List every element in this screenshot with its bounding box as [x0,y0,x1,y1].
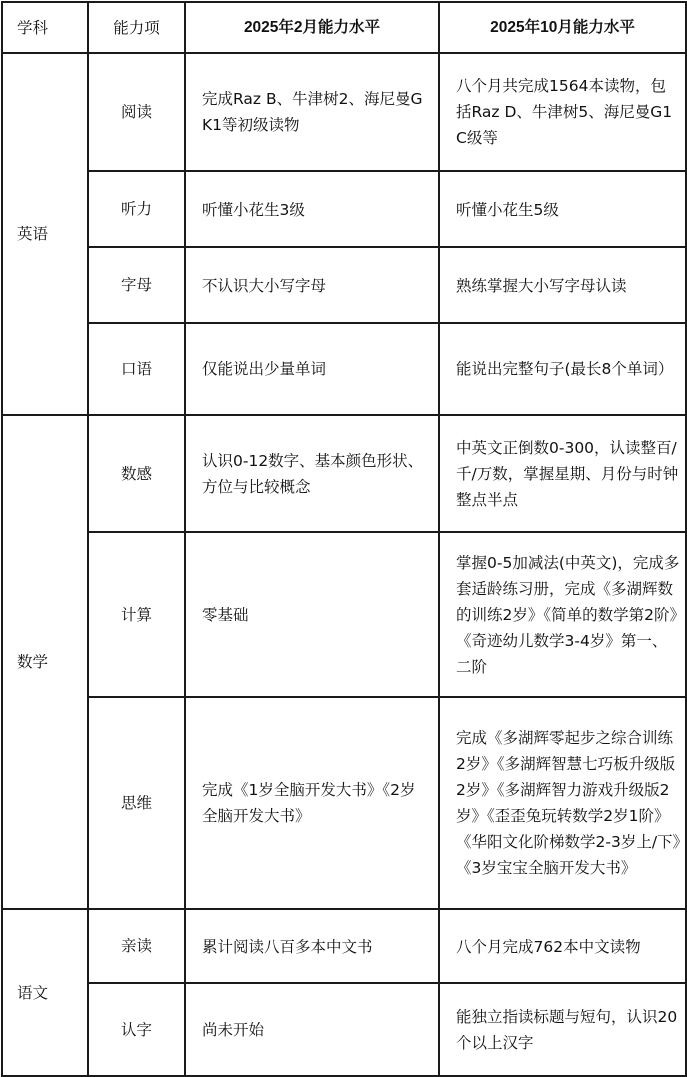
header-feb-level: 2025年2月能力水平 [185,2,439,53]
table-row [2,53,686,171]
oct-level-cell: 完成《多湖辉零起步之综合训练2岁》《多湖辉智慧七巧板升级版2岁》《多湖辉智力游戏升级版2岁》《歪歪兔玩转数学2岁1阶》《华阳文化阶梯数学2-3岁上/下》《3岁宝宝全脑开发大书》 [439,697,686,909]
table-row [2,247,686,323]
feb-level-cell: 累计阅读八百多本中文书 [185,909,439,983]
table-row [2,323,686,415]
table-row [2,697,686,909]
oct-level-cell: 八个月共完成1564本读物，包括Raz D、牛津树5、海尼曼G1 C级等 [439,53,686,171]
oct-level-cell: 掌握0-5加减法(中英文)，完成多套适龄练习册，完成《多湖辉数的训练2岁》《简单的数学第2阶》《奇迹幼儿数学3-4岁》第一、二阶 [439,532,686,697]
header-oct-level: 2025年10月能力水平 [439,2,686,53]
header-subject: 学科 [2,2,88,53]
header-ability-item: 能力项 [88,2,185,53]
feb-level-cell: 完成《1岁全脑开发大书》《2岁全脑开发大书》 [185,697,439,909]
subject-cell-english: 英语 [2,53,88,415]
item-cell: 亲读 [88,909,185,983]
item-cell: 认字 [88,983,185,1076]
item-cell: 数感 [88,415,185,532]
oct-level-cell: 中英文正倒数0-300，认读整百/千/万数，掌握星期、月份与时钟整点半点 [439,415,686,532]
oct-level-cell: 听懂小花生5级 [439,171,686,247]
item-cell: 字母 [88,247,185,323]
item-cell: 听力 [88,171,185,247]
item-cell: 计算 [88,532,185,697]
feb-level-cell: 仅能说出少量单词 [185,323,439,415]
item-cell: 思维 [88,697,185,909]
oct-level-cell: 熟练掌握大小写字母认读 [439,247,686,323]
oct-level-cell: 八个月完成762本中文读物 [439,909,686,983]
table-row [2,983,686,1076]
feb-level-cell: 听懂小花生3级 [185,171,439,247]
feb-level-cell: 零基础 [185,532,439,697]
table-row [2,532,686,697]
header-row [2,2,686,53]
subject-cell-math: 数学 [2,415,88,909]
oct-level-cell: 能独立指读标题与短句，认识20个以上汉字 [439,983,686,1076]
table-row [2,415,686,532]
oct-level-cell: 能说出完整句子(最长8个单词） [439,323,686,415]
table-row [2,171,686,247]
ability-comparison-table [1,1,687,1077]
item-cell: 阅读 [88,53,185,171]
feb-level-cell: 认识0-12数字、基本颜色形状、方位与比较概念 [185,415,439,532]
table-row [2,909,686,983]
feb-level-cell: 尚未开始 [185,983,439,1076]
item-cell: 口语 [88,323,185,415]
subject-cell-chinese: 语文 [2,909,88,1076]
feb-level-cell: 完成Raz B、牛津树2、海尼曼GK1等初级读物 [185,53,439,171]
feb-level-cell: 不认识大小写字母 [185,247,439,323]
